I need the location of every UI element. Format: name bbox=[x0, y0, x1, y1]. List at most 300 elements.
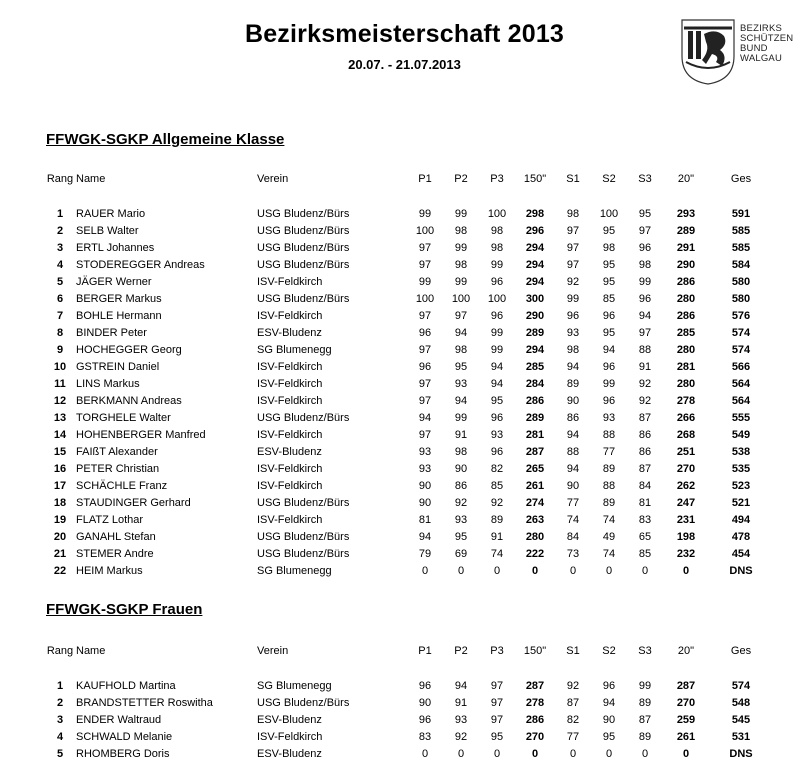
s3-cell: 97 bbox=[638, 224, 652, 237]
total-150-cell: 300 bbox=[525, 292, 545, 305]
p3-cell: 100 bbox=[487, 207, 507, 220]
name-cell: ENDER Waltraud bbox=[76, 713, 162, 726]
s1-cell: 89 bbox=[566, 377, 580, 390]
total-150-cell: 278 bbox=[525, 696, 545, 709]
p2-cell: 97 bbox=[454, 309, 468, 322]
p2-cell: 91 bbox=[454, 696, 468, 709]
p2-cell: 92 bbox=[454, 496, 468, 509]
name-cell: FLATZ Lothar bbox=[76, 513, 144, 526]
p2-cell: 0 bbox=[457, 747, 465, 760]
s3-cell: 88 bbox=[638, 343, 652, 356]
club-cell: ISV-Feldkirch bbox=[257, 513, 323, 526]
section-title: FFWGK-SGKP Frauen bbox=[46, 601, 203, 618]
total-20-cell: 251 bbox=[676, 445, 696, 458]
name-cell: SCHWALD Melanie bbox=[76, 730, 173, 743]
s1-cell: 0 bbox=[569, 564, 577, 577]
name-cell: RAUER Mario bbox=[76, 207, 146, 220]
name-cell: GANAHL Stefan bbox=[76, 530, 156, 543]
column-header: P2 bbox=[454, 173, 468, 185]
s2-cell: 0 bbox=[605, 564, 613, 577]
table-row bbox=[44, 256, 773, 273]
s2-cell: 88 bbox=[602, 428, 616, 441]
rank-cell: 15 bbox=[53, 445, 67, 458]
s3-cell: 83 bbox=[638, 513, 652, 526]
total-20-cell: 281 bbox=[676, 360, 696, 373]
total-20-cell: 278 bbox=[676, 394, 696, 407]
table-row bbox=[44, 409, 773, 426]
p1-cell: 96 bbox=[418, 326, 432, 339]
name-cell: HOCHEGGER Georg bbox=[76, 343, 182, 356]
s3-cell: 85 bbox=[638, 547, 652, 560]
total-150-cell: 265 bbox=[525, 462, 545, 475]
name-cell: BERKMANN Andreas bbox=[76, 394, 182, 407]
rank-cell: 8 bbox=[56, 326, 64, 339]
table-row bbox=[44, 324, 773, 341]
column-header: Verein bbox=[257, 645, 289, 657]
name-cell: RHOMBERG Doris bbox=[76, 747, 170, 760]
p3-cell: 96 bbox=[490, 275, 504, 288]
total-150-cell: 0 bbox=[531, 564, 539, 577]
s3-cell: 84 bbox=[638, 479, 652, 492]
table-row bbox=[44, 494, 773, 511]
p1-cell: 100 bbox=[415, 224, 435, 237]
column-header: S1 bbox=[566, 645, 580, 657]
club-cell: ISV-Feldkirch bbox=[257, 479, 323, 492]
s1-cell: 77 bbox=[566, 730, 580, 743]
rank-cell: 18 bbox=[53, 496, 67, 509]
p1-cell: 93 bbox=[418, 445, 432, 458]
column-header: P3 bbox=[490, 645, 504, 657]
s3-cell: 92 bbox=[638, 394, 652, 407]
s2-cell: 96 bbox=[602, 679, 616, 692]
table-row bbox=[44, 392, 773, 409]
total-cell: 549 bbox=[731, 428, 751, 441]
table-row bbox=[44, 694, 773, 711]
column-header: P3 bbox=[490, 173, 504, 185]
total-150-cell: 287 bbox=[525, 679, 545, 692]
s3-cell: 95 bbox=[638, 207, 652, 220]
column-header: Ges bbox=[730, 645, 752, 657]
total-cell: 538 bbox=[731, 445, 751, 458]
rank-cell: 12 bbox=[53, 394, 67, 407]
table-row bbox=[44, 341, 773, 358]
total-cell: 535 bbox=[731, 462, 751, 475]
rank-cell: 14 bbox=[53, 428, 67, 441]
total-150-cell: 294 bbox=[525, 275, 545, 288]
s1-cell: 94 bbox=[566, 360, 580, 373]
name-cell: PETER Christian bbox=[76, 462, 160, 475]
s3-cell: 99 bbox=[638, 275, 652, 288]
p2-cell: 92 bbox=[454, 730, 468, 743]
p2-cell: 86 bbox=[454, 479, 468, 492]
name-cell: SELB Walter bbox=[76, 224, 139, 237]
p3-cell: 92 bbox=[490, 496, 504, 509]
column-header: 20" bbox=[677, 173, 695, 185]
total-20-cell: 289 bbox=[676, 224, 696, 237]
column-header: S2 bbox=[602, 173, 616, 185]
p1-cell: 99 bbox=[418, 207, 432, 220]
table-row bbox=[44, 290, 773, 307]
club-cell: ESV-Bludenz bbox=[257, 747, 322, 760]
p3-cell: 99 bbox=[490, 258, 504, 271]
column-header: S3 bbox=[638, 173, 652, 185]
total-cell: 585 bbox=[731, 241, 751, 254]
p2-cell: 94 bbox=[454, 679, 468, 692]
p3-cell: 96 bbox=[490, 309, 504, 322]
s3-cell: 89 bbox=[638, 696, 652, 709]
s2-cell: 74 bbox=[602, 547, 616, 560]
total-20-cell: 232 bbox=[676, 547, 696, 560]
p1-cell: 96 bbox=[418, 679, 432, 692]
rank-cell: 3 bbox=[56, 241, 64, 254]
p1-cell: 97 bbox=[418, 343, 432, 356]
total-20-cell: 266 bbox=[676, 411, 696, 424]
p2-cell: 91 bbox=[454, 428, 468, 441]
p3-cell: 74 bbox=[490, 547, 504, 560]
rank-cell: 11 bbox=[54, 377, 66, 390]
column-header: Verein bbox=[257, 173, 289, 185]
club-cell: USG Bludenz/Bürs bbox=[257, 530, 350, 543]
name-cell: TORGHELE Walter bbox=[76, 411, 171, 424]
name-cell: BOHLE Hermann bbox=[76, 309, 162, 322]
total-20-cell: 280 bbox=[676, 343, 696, 356]
club-cell: ISV-Feldkirch bbox=[257, 275, 323, 288]
total-cell: 478 bbox=[731, 530, 751, 543]
s3-cell: 81 bbox=[638, 496, 652, 509]
total-20-cell: 286 bbox=[676, 275, 696, 288]
name-cell: LINS Markus bbox=[76, 377, 140, 390]
total-150-cell: 287 bbox=[525, 445, 545, 458]
s2-cell: 94 bbox=[602, 696, 616, 709]
s2-cell: 93 bbox=[602, 411, 616, 424]
total-150-cell: 0 bbox=[531, 747, 539, 760]
total-cell: DNS bbox=[729, 564, 753, 577]
s2-cell: 49 bbox=[602, 530, 616, 543]
table-header-row bbox=[44, 641, 773, 661]
total-20-cell: 0 bbox=[682, 747, 690, 760]
total-20-cell: 280 bbox=[676, 292, 696, 305]
s3-cell: 87 bbox=[638, 462, 652, 475]
p1-cell: 79 bbox=[418, 547, 432, 560]
table-row bbox=[44, 239, 773, 256]
s1-cell: 94 bbox=[566, 428, 580, 441]
p2-cell: 95 bbox=[454, 530, 468, 543]
s2-cell: 89 bbox=[602, 462, 616, 475]
total-cell: 523 bbox=[731, 479, 751, 492]
total-20-cell: 286 bbox=[676, 309, 696, 322]
s2-cell: 95 bbox=[602, 224, 616, 237]
s3-cell: 0 bbox=[641, 747, 649, 760]
rank-cell: 16 bbox=[53, 462, 67, 475]
table-row bbox=[44, 443, 773, 460]
p2-cell: 98 bbox=[454, 445, 468, 458]
p3-cell: 96 bbox=[490, 445, 504, 458]
total-150-cell: 298 bbox=[525, 207, 545, 220]
p1-cell: 90 bbox=[418, 696, 432, 709]
s2-cell: 94 bbox=[602, 343, 616, 356]
name-cell: STAUDINGER Gerhard bbox=[76, 496, 191, 509]
club-cell: ESV-Bludenz bbox=[257, 713, 322, 726]
club-cell: ISV-Feldkirch bbox=[257, 462, 323, 475]
total-20-cell: 262 bbox=[676, 479, 696, 492]
s2-cell: 100 bbox=[599, 207, 619, 220]
table-row bbox=[44, 273, 773, 290]
p3-cell: 94 bbox=[490, 377, 504, 390]
s2-cell: 88 bbox=[602, 479, 616, 492]
p2-cell: 98 bbox=[454, 258, 468, 271]
club-cell: USG Bludenz/Bürs bbox=[257, 258, 350, 271]
rank-cell: 9 bbox=[56, 343, 64, 356]
total-150-cell: 289 bbox=[525, 411, 545, 424]
p2-cell: 98 bbox=[454, 343, 468, 356]
table-row bbox=[44, 375, 773, 392]
table-row bbox=[44, 205, 773, 222]
total-20-cell: 268 bbox=[676, 428, 696, 441]
p1-cell: 97 bbox=[418, 394, 432, 407]
s2-cell: 0 bbox=[605, 747, 613, 760]
s1-cell: 90 bbox=[566, 479, 580, 492]
table-row bbox=[44, 562, 773, 579]
total-cell: 576 bbox=[731, 309, 751, 322]
total-20-cell: 259 bbox=[676, 713, 696, 726]
club-cell: ISV-Feldkirch bbox=[257, 309, 323, 322]
total-20-cell: 231 bbox=[676, 513, 696, 526]
total-cell: 566 bbox=[731, 360, 751, 373]
s1-cell: 0 bbox=[569, 747, 577, 760]
rank-cell: 5 bbox=[56, 275, 64, 288]
p2-cell: 95 bbox=[454, 360, 468, 373]
p1-cell: 97 bbox=[418, 428, 432, 441]
column-header: Rang bbox=[46, 645, 74, 657]
total-cell: 555 bbox=[731, 411, 751, 424]
rank-cell: 2 bbox=[56, 224, 64, 237]
total-cell: 454 bbox=[731, 547, 751, 560]
p1-cell: 83 bbox=[418, 730, 432, 743]
s1-cell: 74 bbox=[566, 513, 580, 526]
p1-cell: 0 bbox=[421, 564, 429, 577]
table-row bbox=[44, 477, 773, 494]
p3-cell: 94 bbox=[490, 360, 504, 373]
total-20-cell: 0 bbox=[682, 564, 690, 577]
s1-cell: 94 bbox=[566, 462, 580, 475]
column-header: Ges bbox=[730, 173, 752, 185]
p2-cell: 90 bbox=[454, 462, 468, 475]
s3-cell: 86 bbox=[638, 445, 652, 458]
club-cell: USG Bludenz/Bürs bbox=[257, 411, 350, 424]
s2-cell: 99 bbox=[602, 377, 616, 390]
rank-cell: 17 bbox=[53, 479, 67, 492]
p3-cell: 97 bbox=[490, 679, 504, 692]
table-row bbox=[44, 528, 773, 545]
s1-cell: 98 bbox=[566, 343, 580, 356]
p2-cell: 99 bbox=[454, 241, 468, 254]
club-cell: USG Bludenz/Bürs bbox=[257, 241, 350, 254]
s1-cell: 77 bbox=[566, 496, 580, 509]
total-cell: 574 bbox=[731, 326, 751, 339]
s1-cell: 86 bbox=[566, 411, 580, 424]
club-cell: USG Bludenz/Bürs bbox=[257, 496, 350, 509]
total-20-cell: 293 bbox=[676, 207, 696, 220]
s1-cell: 93 bbox=[566, 326, 580, 339]
total-cell: 548 bbox=[731, 696, 751, 709]
p1-cell: 99 bbox=[418, 275, 432, 288]
section-title: FFWGK-SGKP Allgemeine Klasse bbox=[46, 131, 285, 148]
total-cell: 584 bbox=[731, 258, 751, 271]
total-150-cell: 274 bbox=[525, 496, 545, 509]
s1-cell: 87 bbox=[566, 696, 580, 709]
s3-cell: 96 bbox=[638, 292, 652, 305]
p1-cell: 100 bbox=[415, 292, 435, 305]
total-150-cell: 286 bbox=[525, 713, 545, 726]
column-header: Name bbox=[76, 645, 106, 657]
p2-cell: 99 bbox=[454, 207, 468, 220]
p3-cell: 99 bbox=[490, 326, 504, 339]
column-header: P1 bbox=[418, 645, 432, 657]
s1-cell: 97 bbox=[566, 224, 580, 237]
p1-cell: 94 bbox=[418, 530, 432, 543]
p1-cell: 97 bbox=[418, 377, 432, 390]
rank-cell: 1 bbox=[56, 679, 64, 692]
table-row bbox=[44, 307, 773, 324]
total-150-cell: 294 bbox=[525, 343, 545, 356]
table-row bbox=[44, 711, 773, 728]
total-150-cell: 290 bbox=[525, 309, 545, 322]
column-header: Name bbox=[76, 173, 106, 185]
s1-cell: 97 bbox=[566, 241, 580, 254]
total-20-cell: 290 bbox=[676, 258, 696, 271]
p2-cell: 100 bbox=[451, 292, 471, 305]
s2-cell: 95 bbox=[602, 326, 616, 339]
p2-cell: 93 bbox=[454, 513, 468, 526]
table-row bbox=[44, 222, 773, 239]
p1-cell: 94 bbox=[418, 411, 432, 424]
name-cell: BERGER Markus bbox=[76, 292, 162, 305]
total-20-cell: 198 bbox=[676, 530, 696, 543]
total-cell: 591 bbox=[731, 207, 751, 220]
total-150-cell: 222 bbox=[525, 547, 545, 560]
results-table bbox=[44, 641, 773, 762]
total-150-cell: 284 bbox=[525, 377, 545, 390]
total-cell: 580 bbox=[731, 292, 751, 305]
club-cell: USG Bludenz/Bürs bbox=[257, 224, 350, 237]
s2-cell: 96 bbox=[602, 309, 616, 322]
p2-cell: 93 bbox=[454, 377, 468, 390]
total-20-cell: 287 bbox=[676, 679, 696, 692]
s3-cell: 87 bbox=[638, 713, 652, 726]
p3-cell: 96 bbox=[490, 411, 504, 424]
name-cell: BRANDSTETTER Roswitha bbox=[76, 696, 213, 709]
club-cell: USG Bludenz/Bürs bbox=[257, 547, 350, 560]
name-cell: HOHENBERGER Manfred bbox=[76, 428, 206, 441]
p1-cell: 97 bbox=[418, 309, 432, 322]
s1-cell: 99 bbox=[566, 292, 580, 305]
p3-cell: 0 bbox=[493, 564, 501, 577]
total-150-cell: 286 bbox=[525, 394, 545, 407]
rank-cell: 2 bbox=[56, 696, 64, 709]
s2-cell: 95 bbox=[602, 730, 616, 743]
rank-cell: 1 bbox=[56, 207, 64, 220]
column-header: P1 bbox=[418, 173, 432, 185]
total-20-cell: 270 bbox=[676, 462, 696, 475]
logo-text: BEZIRKS SCHÜTZEN BUND WALGAU bbox=[740, 23, 794, 64]
total-cell: 574 bbox=[731, 679, 751, 692]
rank-cell: 7 bbox=[56, 309, 64, 322]
table-header-row bbox=[44, 169, 773, 189]
p3-cell: 99 bbox=[490, 343, 504, 356]
name-cell: BINDER Peter bbox=[76, 326, 147, 339]
p3-cell: 100 bbox=[487, 292, 507, 305]
p2-cell: 93 bbox=[454, 713, 468, 726]
club-cell: ISV-Feldkirch bbox=[257, 377, 323, 390]
s1-cell: 92 bbox=[566, 679, 580, 692]
name-cell: STODEREGGER Andreas bbox=[76, 258, 205, 271]
p2-cell: 94 bbox=[454, 326, 468, 339]
s2-cell: 89 bbox=[602, 496, 616, 509]
total-150-cell: 270 bbox=[525, 730, 545, 743]
total-cell: DNS bbox=[729, 747, 753, 760]
total-cell: 585 bbox=[731, 224, 751, 237]
rank-cell: 6 bbox=[56, 292, 64, 305]
club-cell: USG Bludenz/Bürs bbox=[257, 696, 350, 709]
s3-cell: 92 bbox=[638, 377, 652, 390]
table-row bbox=[44, 460, 773, 477]
total-20-cell: 291 bbox=[676, 241, 696, 254]
club-cell: ESV-Bludenz bbox=[257, 326, 322, 339]
s1-cell: 92 bbox=[566, 275, 580, 288]
s1-cell: 97 bbox=[566, 258, 580, 271]
rank-cell: 4 bbox=[56, 258, 64, 271]
table-row bbox=[44, 677, 773, 694]
rank-cell: 10 bbox=[53, 360, 67, 373]
p3-cell: 98 bbox=[490, 224, 504, 237]
rank-cell: 22 bbox=[53, 564, 67, 577]
event-date: 20.07. - 21.07.2013 bbox=[348, 57, 461, 72]
p1-cell: 81 bbox=[418, 513, 432, 526]
name-cell: STEMER Andre bbox=[76, 547, 154, 560]
s1-cell: 88 bbox=[566, 445, 580, 458]
s3-cell: 98 bbox=[638, 258, 652, 271]
total-150-cell: 294 bbox=[525, 258, 545, 271]
club-cell: ESV-Bludenz bbox=[257, 445, 322, 458]
s3-cell: 99 bbox=[638, 679, 652, 692]
p1-cell: 90 bbox=[418, 479, 432, 492]
rank-cell: 5 bbox=[56, 747, 64, 760]
rank-cell: 3 bbox=[56, 713, 64, 726]
table-row bbox=[44, 358, 773, 375]
p2-cell: 0 bbox=[457, 564, 465, 577]
s3-cell: 96 bbox=[638, 241, 652, 254]
rank-cell: 21 bbox=[53, 547, 67, 560]
p2-cell: 94 bbox=[454, 394, 468, 407]
p1-cell: 96 bbox=[418, 713, 432, 726]
total-150-cell: 285 bbox=[525, 360, 545, 373]
p3-cell: 89 bbox=[490, 513, 504, 526]
total-150-cell: 289 bbox=[525, 326, 545, 339]
name-cell: HEIM Markus bbox=[76, 564, 143, 577]
total-20-cell: 285 bbox=[676, 326, 696, 339]
p3-cell: 98 bbox=[490, 241, 504, 254]
rank-cell: 20 bbox=[53, 530, 67, 543]
total-150-cell: 280 bbox=[525, 530, 545, 543]
column-header: 20" bbox=[677, 645, 695, 657]
club-cell: ISV-Feldkirch bbox=[257, 360, 323, 373]
total-150-cell: 294 bbox=[525, 241, 545, 254]
name-cell: KAUFHOLD Martina bbox=[76, 679, 176, 692]
name-cell: GSTREIN Daniel bbox=[76, 360, 160, 373]
total-cell: 521 bbox=[731, 496, 751, 509]
total-150-cell: 281 bbox=[525, 428, 545, 441]
s2-cell: 96 bbox=[602, 360, 616, 373]
